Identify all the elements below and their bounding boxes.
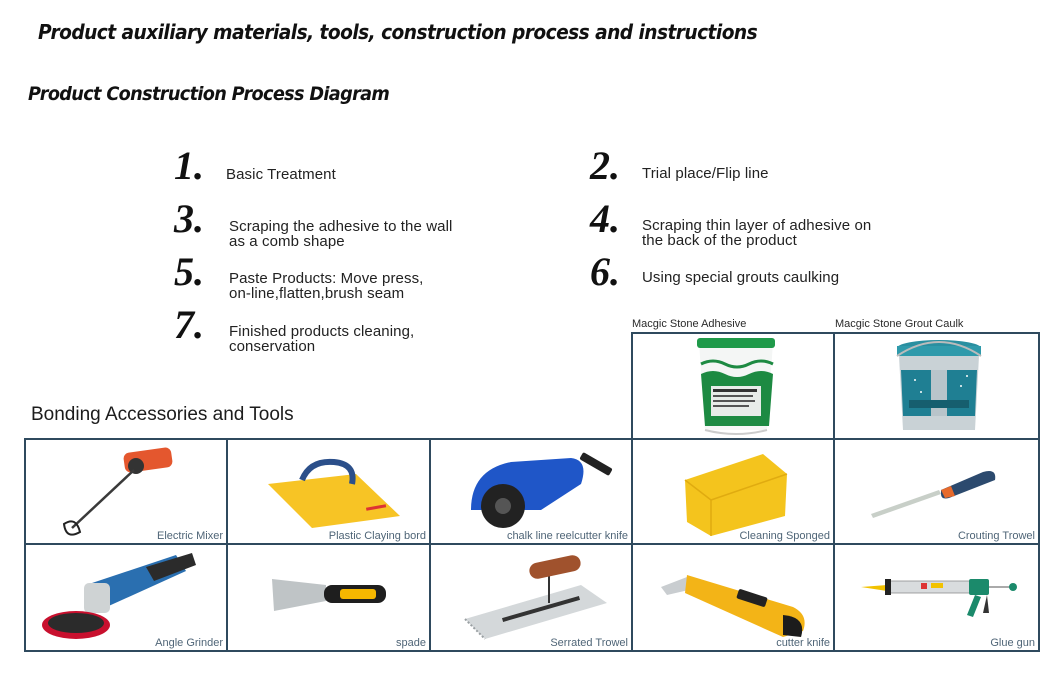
tool-caption: Glue gun xyxy=(990,637,1035,649)
step-4 xyxy=(590,196,872,249)
step-text-line-1: Finished products cleaning, xyxy=(229,323,415,340)
grout-bucket-cell xyxy=(833,332,1040,440)
tool-cell-sponge xyxy=(631,438,835,545)
tool-caption: spade xyxy=(396,637,426,649)
page-title: Product auxiliary materials, tools, construction process and instructions xyxy=(38,20,758,44)
step-text-line-2: the back of the product xyxy=(642,232,797,249)
step-text: Trial place/Flip line xyxy=(642,165,769,182)
step-number: 6. xyxy=(590,249,620,294)
tool-cell-tile-cutter xyxy=(429,438,633,545)
step-number: 5. xyxy=(174,249,204,294)
tool-caption: Serrated Trowel xyxy=(550,637,628,649)
adhesive-product-label: Macgic Stone Adhesive xyxy=(632,318,747,330)
step-text: Using special grouts caulking xyxy=(642,269,840,286)
grout-product-label: Macgic Stone Grout Caulk xyxy=(835,318,964,330)
tool-cell-angle-grinder xyxy=(24,543,228,652)
step-number: 4. xyxy=(590,196,620,241)
step-number: 3. xyxy=(174,196,204,241)
tool-cell-electric-mixer xyxy=(24,438,228,545)
tool-caption: cutter knife xyxy=(776,637,830,649)
step-number: 7. xyxy=(174,302,204,347)
step-text-line-1: Scraping thin layer of adhesive on xyxy=(642,217,872,234)
tool-cell-plastic-float xyxy=(226,438,431,545)
step-text: Basic Treatment xyxy=(226,166,336,183)
step-text-line-1: Paste Products: Move press, xyxy=(229,270,424,287)
tool-caption: chalk line reelcutter knife xyxy=(506,530,628,542)
tool-caption: Electric Mixer xyxy=(156,530,223,542)
step-text-line-2: conservation xyxy=(229,338,316,355)
adhesive-bucket-cell xyxy=(631,332,835,440)
tool-cell-caulk-gun xyxy=(833,543,1040,652)
step-number: 2. xyxy=(590,143,620,188)
tool-cell-serrated-trowel xyxy=(429,543,633,652)
step-text-line-2: on-line,flatten,brush seam xyxy=(229,285,405,302)
step-5 xyxy=(174,249,424,302)
grout-bucket-icon xyxy=(835,334,1040,440)
cutter-knife-icon xyxy=(633,545,835,652)
tool-cell-cutter-knife xyxy=(631,543,835,652)
step-7 xyxy=(174,302,415,355)
tools-section-title: Bonding Accessories and Tools xyxy=(31,404,294,425)
tool-cell-putty-knife xyxy=(226,543,431,652)
tool-caption: Cleaning Sponged xyxy=(739,530,830,542)
tool-caption: Plastic Claying bord xyxy=(328,530,426,542)
step-6 xyxy=(590,249,840,294)
tool-caption: Crouting Trowel xyxy=(957,530,1035,542)
process-diagram-heading: Product Construction Process Diagram xyxy=(28,83,390,105)
step-number: 1. xyxy=(174,143,204,188)
caulk-gun-icon xyxy=(835,545,1040,652)
step-3 xyxy=(174,196,453,250)
angle-grinder-icon xyxy=(26,545,228,652)
tool-caption: Angle Grinder xyxy=(155,637,223,649)
step-2 xyxy=(590,143,769,188)
putty-knife-icon xyxy=(228,545,431,652)
step-text-line-2: as a comb shape xyxy=(229,233,345,250)
step-1 xyxy=(174,143,336,188)
serrated-trowel-icon xyxy=(431,545,633,652)
tool-cell-grouting-trowel xyxy=(833,438,1040,545)
step-text-line-1: Scraping the adhesive to the wall xyxy=(229,218,453,235)
adhesive-bucket-icon xyxy=(633,334,835,440)
